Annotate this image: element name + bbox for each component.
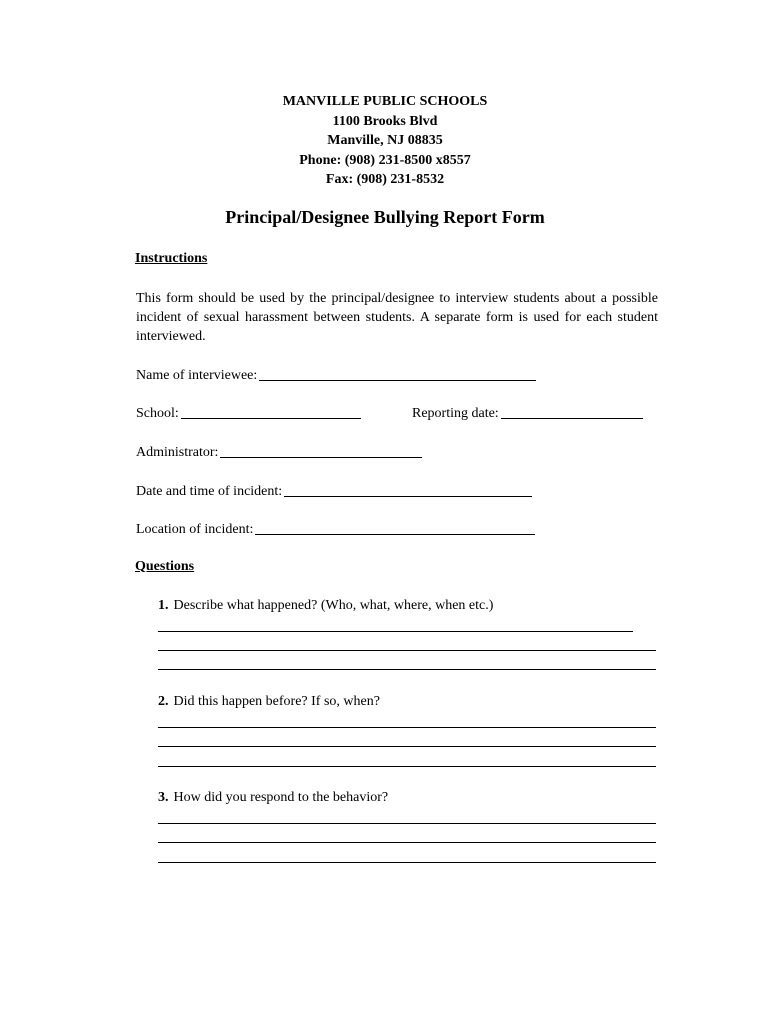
reporting-date-label: Reporting date: [412,406,499,421]
city-address: Manville, NJ 08835 [327,133,443,149]
incident-location-label: Location of incident: [136,522,254,537]
interviewee-label: Name of interviewee: [136,368,258,383]
administrator-label: Administrator: [136,445,219,460]
question-number: 1. [158,598,169,613]
question-number: 3. [158,790,169,805]
reporting-date-field [412,404,643,422]
answer-line[interactable] [158,669,656,670]
school-blank[interactable] [181,404,361,419]
interviewee-field [136,366,536,384]
answer-line[interactable] [158,631,633,632]
question-2 [158,694,380,710]
incident-datetime-label: Date and time of incident: [136,484,283,499]
reporting-date-blank[interactable] [501,404,643,419]
answer-line[interactable] [158,862,656,863]
letterhead [0,92,770,190]
questions-heading: Questions [135,559,195,574]
incident-location-blank[interactable] [255,520,535,535]
instructions-heading: Instructions [135,251,208,266]
administrator-field [136,443,422,461]
school-field [136,404,361,422]
org-name: MANVILLE PUBLIC SCHOOLS [282,94,488,109]
form-title: Principal/Designee Bullying Report Form [225,207,545,227]
question-text: Describe what happened? (Who, what, where, when etc.) [173,598,494,613]
fax-number: Fax: (908) 231-8532 [325,172,445,188]
interviewee-blank[interactable] [259,366,536,381]
question-text: Did this happen before? If so, when? [173,694,380,709]
phone-number: Phone: (908) 231-8500 x8557 [299,152,471,168]
incident-datetime-field [136,482,532,500]
instructions-text: This form should be used by the principal/designee to interview students about a possible incident of sexual harassment between students. A separate form is used for each student interviewed. [136,291,658,344]
question-1 [158,598,493,614]
school-label: School: [136,406,179,421]
street-address: 1100 Brooks Blvd [332,113,438,129]
question-text: How did you respond to the behavior? [173,790,389,805]
answer-line[interactable] [158,842,656,843]
answer-line[interactable] [158,727,656,728]
incident-location-field [136,520,535,538]
incident-datetime-blank[interactable] [284,482,532,497]
answer-line[interactable] [158,650,656,651]
answer-line[interactable] [158,746,656,747]
answer-line[interactable] [158,766,656,767]
answer-line[interactable] [158,823,656,824]
question-3 [158,790,388,806]
question-number: 2. [158,694,169,709]
administrator-blank[interactable] [220,443,422,458]
